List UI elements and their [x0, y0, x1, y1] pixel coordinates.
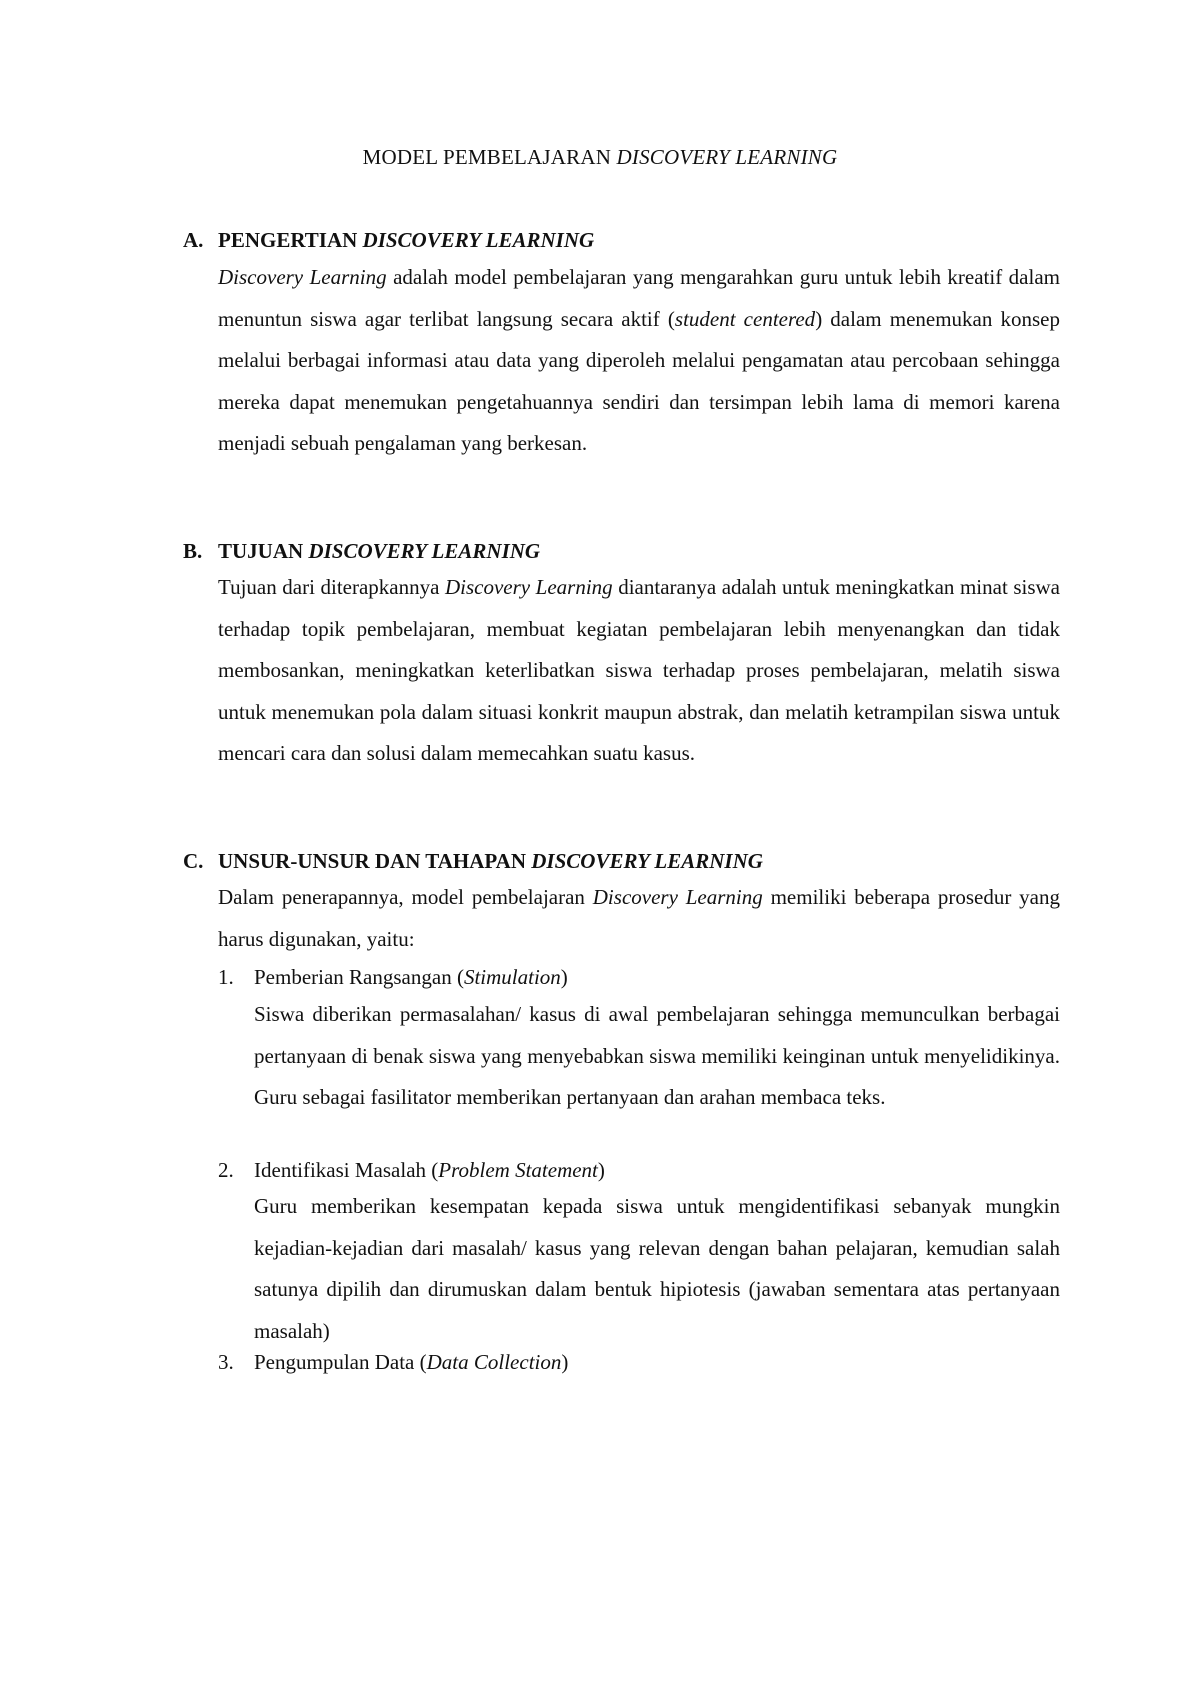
section-a-heading: A. PENGERTIAN DISCOVERY LEARNING	[183, 228, 595, 252]
list-item-1-title: 1. Pemberian Rangsangan (Stimulation)	[218, 965, 568, 989]
section-b-heading: B. TUJUAN DISCOVERY LEARNING	[183, 539, 541, 563]
section-c-heading: C. UNSUR-UNSUR DAN TAHAPAN DISCOVERY LEARNING	[183, 849, 763, 873]
list-item-3-title: 3. Pengumpulan Data (Data Collection)	[218, 1350, 569, 1374]
section-a-paragraph: Discovery Learning adalah model pembelajaran yang mengarahkan guru untuk lebih kreatif dalam menuntun siswa agar terlibat langsung secara aktif (student centered) dalam menemukan konsep melalui berbagai informasi atau data yang diperoleh melalui pengamatan atau percobaan sehingga mereka dapat menemukan pengetahuannya sendiri dan tersimpan lebih lama di memori karena menjadi sebuah pengalaman yang berkesan.	[218, 265, 1060, 455]
list-item-1-text: Siswa diberikan permasalahan/ kasus di awal pembelajaran sehingga memunculkan berbagai pertanyaan di benak siswa yang menyebabkan siswa memiliki keinginan untuk menyelidikinya. Guru sebagai fasilitator memberikan pertanyaan dan arahan membaca teks.	[254, 1002, 1060, 1109]
document-title: MODEL PEMBELAJARAN DISCOVERY LEARNING	[362, 145, 838, 169]
section-b-paragraph: Tujuan dari diterapkannya Discovery Learning diantaranya adalah untuk meningkatkan minat siswa terhadap topik pembelajaran, membuat kegiatan pembelajaran lebih menyenangkan dan tidak membosankan, meningkatkan keterlibatkan siswa terhadap proses pembelajaran, melatih siswa untuk menemukan pola dalam situasi konkrit maupun abstrak, dan melatih ketrampilan siswa untuk mencari cara dan solusi dalam memecahkan suatu kasus.	[218, 575, 1060, 765]
list-item-2-title: 2. Identifikasi Masalah (Problem Statement)	[218, 1158, 605, 1182]
section-c-paragraph: Dalam penerapannya, model pembelajaran Discovery Learning memiliki beberapa prosedur yang harus digunakan, yaitu:	[218, 885, 1061, 951]
list-item-2-text: Guru memberikan kesempatan kepada siswa untuk mengidentifikasi sebanyak mungkin kejadian-kejadian dari masalah/ kasus yang relevan dengan bahan pelajaran, kemudian salah satunya dipilih dan dirumuskan dalam bentuk hipiotesis (jawaban sementara atas pertanyaan masalah)	[254, 1194, 1060, 1343]
